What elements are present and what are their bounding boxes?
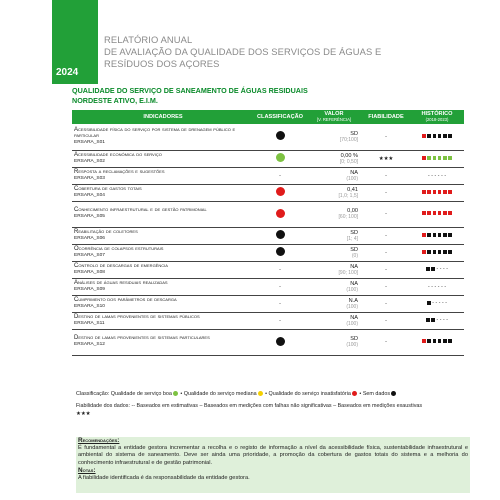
table-row	[72, 244, 464, 261]
indicator-cell	[72, 312, 254, 329]
history-cell	[410, 150, 464, 167]
classification-dot-icon	[276, 247, 285, 256]
reference-value: [90; 100]	[338, 269, 358, 276]
value-cell	[306, 261, 362, 278]
history-square-icon	[422, 339, 426, 343]
history-square-icon	[427, 250, 431, 254]
indicator-cell	[72, 227, 254, 244]
indicator-code: ERSARA_S12	[74, 342, 105, 347]
indicator-code: ERSARA_S10	[74, 303, 105, 309]
history-square-icon	[422, 134, 426, 138]
history-square-icon	[427, 134, 431, 138]
classification-cell	[254, 244, 306, 261]
reliability-value: -	[385, 211, 387, 217]
history-indicator	[422, 211, 452, 215]
value-cell	[306, 167, 362, 184]
indicator-cell	[72, 278, 254, 295]
table-row	[72, 261, 464, 278]
value: SD	[350, 229, 358, 236]
classification-dot-icon	[276, 230, 285, 239]
history-square-icon	[443, 156, 447, 160]
classification-cell	[254, 329, 306, 355]
table-row	[72, 278, 464, 295]
reliability-value: -	[385, 317, 387, 324]
classification-cell	[254, 295, 306, 312]
history-indicator	[428, 173, 446, 179]
classification-dot-icon	[276, 131, 285, 140]
history-square-icon	[438, 211, 442, 215]
reference-value: (100)	[346, 342, 358, 348]
history-indicator	[422, 339, 452, 343]
year-banner	[52, 0, 98, 84]
indicator-name: Conhecimento infraestrutural e de gestão patrimonial	[74, 207, 207, 214]
history-indicator	[422, 134, 452, 138]
history-cell	[410, 201, 464, 227]
value: NA	[350, 314, 358, 321]
value: SD	[350, 246, 358, 253]
reference-value: (100)	[346, 303, 358, 310]
reliability-value: ★★★	[378, 155, 394, 162]
indicator-name: Resposta a reclamações e sugestões	[74, 168, 165, 175]
history-indicator	[427, 300, 447, 306]
value-cell	[306, 312, 362, 329]
value: NA	[350, 280, 358, 287]
history-empty: -	[446, 317, 448, 324]
history-cell	[410, 167, 464, 184]
history-empty: -	[442, 317, 445, 324]
history-empty: -	[432, 300, 434, 307]
value: NA	[350, 169, 358, 176]
history-indicator	[422, 190, 452, 194]
history-cell	[410, 227, 464, 244]
history-square-icon	[431, 318, 435, 322]
indicator-cell	[72, 201, 254, 227]
entity-name: NORDESTE ATIVO, E.I.M.	[72, 96, 158, 105]
reliability-value: -	[385, 189, 387, 196]
classification-cell	[254, 124, 306, 150]
history-empty: -	[438, 300, 441, 307]
value-cell	[306, 150, 362, 167]
history-square-icon	[448, 233, 452, 237]
history-square-icon	[443, 190, 447, 194]
history-cell	[410, 295, 464, 312]
classification-cell	[254, 184, 306, 201]
reliability-cell	[362, 227, 410, 244]
classification-legend: Classificação: Qualidade de serviço boa • Qualidade do serviço mediana • Qualidade do serviço insatisfatória • Sem dados	[76, 391, 397, 397]
history-empty: -	[445, 300, 447, 307]
indicator-cell	[72, 295, 254, 312]
indicator-cell	[72, 150, 254, 167]
reference-value: (100)	[346, 175, 358, 182]
reliability-value: -	[385, 339, 387, 345]
history-square-icon	[427, 156, 431, 160]
indicator-cell	[72, 124, 254, 150]
reliability-cell	[362, 167, 410, 184]
history-square-icon	[426, 318, 430, 322]
indicator-code: ERSARA_S07	[74, 252, 105, 258]
history-cell	[410, 244, 464, 261]
section-title: QUALIDADE DO SERVIÇO DE SANEAMENTO DE ÁGUAS RESIDUAIS	[72, 86, 308, 95]
history-square-icon	[448, 339, 452, 343]
history-cell	[410, 278, 464, 295]
indicator-name: Cumprimento dos parâmetros de descarga	[74, 296, 177, 303]
history-square-icon	[433, 190, 437, 194]
reference-value: (0)	[351, 252, 358, 259]
history-empty: -	[437, 283, 440, 290]
reliability-cell	[362, 201, 410, 227]
classification-value: -	[279, 172, 281, 179]
history-square-icon	[422, 233, 426, 237]
history-square-icon	[438, 339, 442, 343]
history-empty: -	[437, 172, 440, 179]
table-row	[72, 227, 464, 244]
value-cell	[306, 227, 362, 244]
value: NA	[350, 263, 358, 270]
reliability-value: -	[385, 133, 387, 140]
reliability-value: -	[385, 283, 387, 290]
reference-value: [1,0; 1,5]	[338, 192, 358, 199]
classification-cell	[254, 150, 306, 167]
classification-cell	[254, 201, 306, 227]
classification-value: -	[279, 283, 281, 290]
indicator-code: ERSARA_S03	[74, 175, 105, 181]
history-square-icon	[443, 233, 447, 237]
history-square-icon	[433, 339, 437, 343]
history-square-icon	[433, 233, 437, 237]
classification-value: -	[279, 300, 281, 307]
reliability-value: -	[385, 266, 387, 273]
history-indicator	[422, 156, 452, 160]
reference-value: [1; 4]	[346, 235, 358, 242]
history-empty: -	[436, 266, 439, 273]
table-row	[72, 124, 464, 150]
history-square-icon	[422, 190, 426, 194]
reliability-value: -	[385, 300, 387, 307]
col-indicadores: INDICADORES	[72, 110, 254, 124]
history-square-icon	[448, 190, 452, 194]
reference-value: [70;100]	[339, 136, 358, 143]
indicator-code: ERSARA_S08	[74, 269, 105, 275]
history-empty: -	[444, 283, 446, 290]
recommendations-title: Recomendações:	[78, 437, 120, 444]
classification-value: -	[279, 266, 281, 273]
history-indicator	[428, 284, 446, 290]
table-row	[72, 184, 464, 201]
history-square-icon	[448, 134, 452, 138]
history-cell	[410, 124, 464, 150]
indicator-cell	[72, 329, 254, 355]
reliability-cell	[362, 329, 410, 355]
history-empty: -	[446, 266, 448, 273]
indicator-code: ERSARA_S06	[74, 235, 105, 241]
value: SD	[350, 130, 358, 137]
history-square-icon	[433, 250, 437, 254]
classification-dot-icon	[276, 153, 285, 162]
value: 0,41	[347, 186, 358, 193]
history-cell	[410, 261, 464, 278]
table-row	[72, 329, 464, 355]
reference-value: [0; 0,50]	[339, 158, 358, 165]
reliability-cell	[362, 244, 410, 261]
history-empty: -	[442, 266, 445, 273]
col-classificacao: CLASSIFICAÇÃO	[254, 110, 306, 124]
reliability-value: -	[385, 172, 387, 179]
red-dot-icon	[352, 391, 357, 396]
reliability-cell	[362, 312, 410, 329]
history-cell	[410, 312, 464, 329]
history-square-icon	[443, 134, 447, 138]
history-square-icon	[426, 267, 430, 271]
history-square-icon	[443, 250, 447, 254]
indicators-body	[72, 124, 464, 355]
history-empty: -	[436, 317, 439, 324]
history-square-icon	[422, 211, 426, 215]
reliability-legend: Fiabilidade dos dados: -- Baseados em estimativas – Baseados em medições com falhas não significativas – Baseados em medições exaustivas	[76, 403, 423, 409]
reference-value: (100)	[346, 320, 358, 327]
report-title: RELATÓRIO ANUAL DE AVALIAÇÃO DA QUALIDADE DOS SERVIÇOS DE ÁGUAS E RESÍDUOS DOS AÇORES	[104, 34, 382, 69]
indicator-code: ERSARA_S01	[74, 140, 105, 146]
history-square-icon	[422, 250, 426, 254]
indicator-name: Acessibilidade económica do serviço	[74, 151, 162, 158]
history-empty: -	[434, 172, 437, 179]
history-empty: -	[428, 283, 430, 290]
indicator-cell	[72, 261, 254, 278]
history-square-icon	[448, 250, 452, 254]
history-square-icon	[438, 233, 442, 237]
reliability-cell	[362, 261, 410, 278]
indicator-name: Análises de águas residuais realizadas	[74, 279, 168, 286]
table-row	[72, 295, 464, 312]
value-cell	[306, 329, 362, 355]
history-square-icon	[427, 339, 431, 343]
history-square-icon	[438, 190, 442, 194]
history-square-icon	[433, 134, 437, 138]
indicators-table	[72, 110, 464, 356]
history-indicator	[422, 250, 452, 254]
notes-title: Notas:	[78, 467, 96, 475]
indicator-name: Destino de lamas provenientes de sistemas públicos	[74, 313, 200, 320]
reliability-value: -	[385, 232, 387, 239]
indicator-code: ERSARA_S09	[74, 286, 105, 292]
indicator-code: ERSARA_S05	[74, 214, 105, 219]
value: N.A	[348, 297, 358, 304]
history-empty: -	[444, 172, 446, 179]
classification-cell	[254, 278, 306, 295]
reliability-value: -	[385, 249, 387, 256]
reliability-cell	[362, 124, 410, 150]
history-square-icon	[443, 339, 447, 343]
history-square-icon	[443, 211, 447, 215]
history-empty: -	[441, 283, 443, 290]
indicator-cell	[72, 244, 254, 261]
value: SD	[350, 336, 358, 342]
history-square-icon	[438, 156, 442, 160]
classification-cell	[254, 227, 306, 244]
history-square-icon	[438, 250, 442, 254]
indicator-code: ERSARA_S11	[74, 320, 105, 326]
value-cell	[306, 201, 362, 227]
classification-dot-icon	[276, 187, 285, 196]
history-empty: -	[442, 300, 444, 307]
history-square-icon	[427, 190, 431, 194]
history-cell	[410, 184, 464, 201]
history-square-icon	[448, 156, 452, 160]
history-square-icon	[427, 301, 431, 305]
value-cell	[306, 295, 362, 312]
history-indicator	[422, 233, 452, 237]
classification-dot-icon	[276, 209, 285, 218]
table-header-row	[72, 110, 464, 124]
history-square-icon	[433, 156, 437, 160]
reference-value: (100)	[346, 286, 358, 293]
history-square-icon	[448, 211, 452, 215]
table-row	[72, 150, 464, 167]
reliability-stars-legend: ★★★	[76, 411, 91, 417]
reference-value: [60; 100]	[338, 214, 358, 220]
history-indicator	[426, 317, 448, 323]
history-square-icon	[431, 267, 435, 271]
value-cell	[306, 184, 362, 201]
table-row	[72, 201, 464, 227]
indicator-name: Reabilitação de coletores	[74, 228, 138, 235]
indicator-name: Acessibilidade física do serviço por sistema de drenagem público e particular	[74, 126, 236, 140]
history-empty: -	[441, 172, 443, 179]
classification-cell	[254, 167, 306, 184]
notes-text: A fiabilidade identificada é da responsabilidade da entidade gestora.	[78, 474, 250, 481]
history-cell	[410, 329, 464, 355]
recommendations-box	[76, 437, 470, 493]
value-cell	[306, 278, 362, 295]
history-indicator	[426, 266, 448, 272]
history-square-icon	[427, 211, 431, 215]
history-square-icon	[422, 156, 426, 160]
history-empty: -	[431, 283, 433, 290]
report-year: 2024	[56, 67, 79, 78]
indicator-cell	[72, 167, 254, 184]
black-dot-icon	[391, 391, 396, 396]
indicator-code: ERSARA_S02	[74, 158, 105, 164]
indicator-name: Destino de lamas provenientes de sistemas particulares	[74, 335, 210, 342]
classification-cell	[254, 312, 306, 329]
classification-dot-icon	[276, 337, 285, 346]
history-empty: -	[439, 266, 442, 273]
classification-cell	[254, 261, 306, 278]
history-square-icon	[427, 233, 431, 237]
history-empty: -	[428, 172, 430, 179]
value: 0,00 %	[340, 152, 358, 159]
history-empty: -	[431, 172, 433, 179]
classification-value: -	[279, 317, 281, 324]
reliability-cell	[362, 184, 410, 201]
history-square-icon	[438, 134, 442, 138]
value: 0,00	[347, 208, 358, 214]
table-row	[72, 312, 464, 329]
indicator-name: Controlo de descargas de emergência	[74, 262, 168, 269]
col-fiabilidade: FIABILIDADE	[362, 110, 410, 124]
table-row	[72, 167, 464, 184]
indicator-name: Ocorrência de colapsos estruturais	[74, 245, 164, 252]
history-empty: -	[435, 300, 438, 307]
indicator-name: Cobertura de gastos totais	[74, 185, 142, 192]
indicator-code: ERSARA_S04	[74, 192, 105, 198]
indicator-cell	[72, 184, 254, 201]
history-empty: -	[439, 317, 442, 324]
history-square-icon	[433, 211, 437, 215]
reliability-cell	[362, 295, 410, 312]
value-cell	[306, 124, 362, 150]
col-historico: HISTÓRICO (2018-2023)	[410, 110, 464, 124]
reliability-cell	[362, 150, 410, 167]
green-dot-icon	[173, 391, 178, 396]
yellow-dot-icon	[258, 391, 263, 396]
history-empty: -	[434, 283, 437, 290]
recommendations-text: É fundamental a entidade gestora incrementar a recolha e o registo de informação a nível da acessibilidade física, sustentabilidade infraestrutural e ambiental do sistema de saneamento. Deve ser ainda uma prioridade, a promoção da cobertura de gastos totais do sistema e a melhoria do conhecimento infraestrutural e de gestão patrimonial.	[78, 444, 468, 466]
reliability-cell	[362, 278, 410, 295]
value-cell	[306, 244, 362, 261]
col-valor: VALOR [V. REFERÊNCIA]	[306, 110, 362, 124]
